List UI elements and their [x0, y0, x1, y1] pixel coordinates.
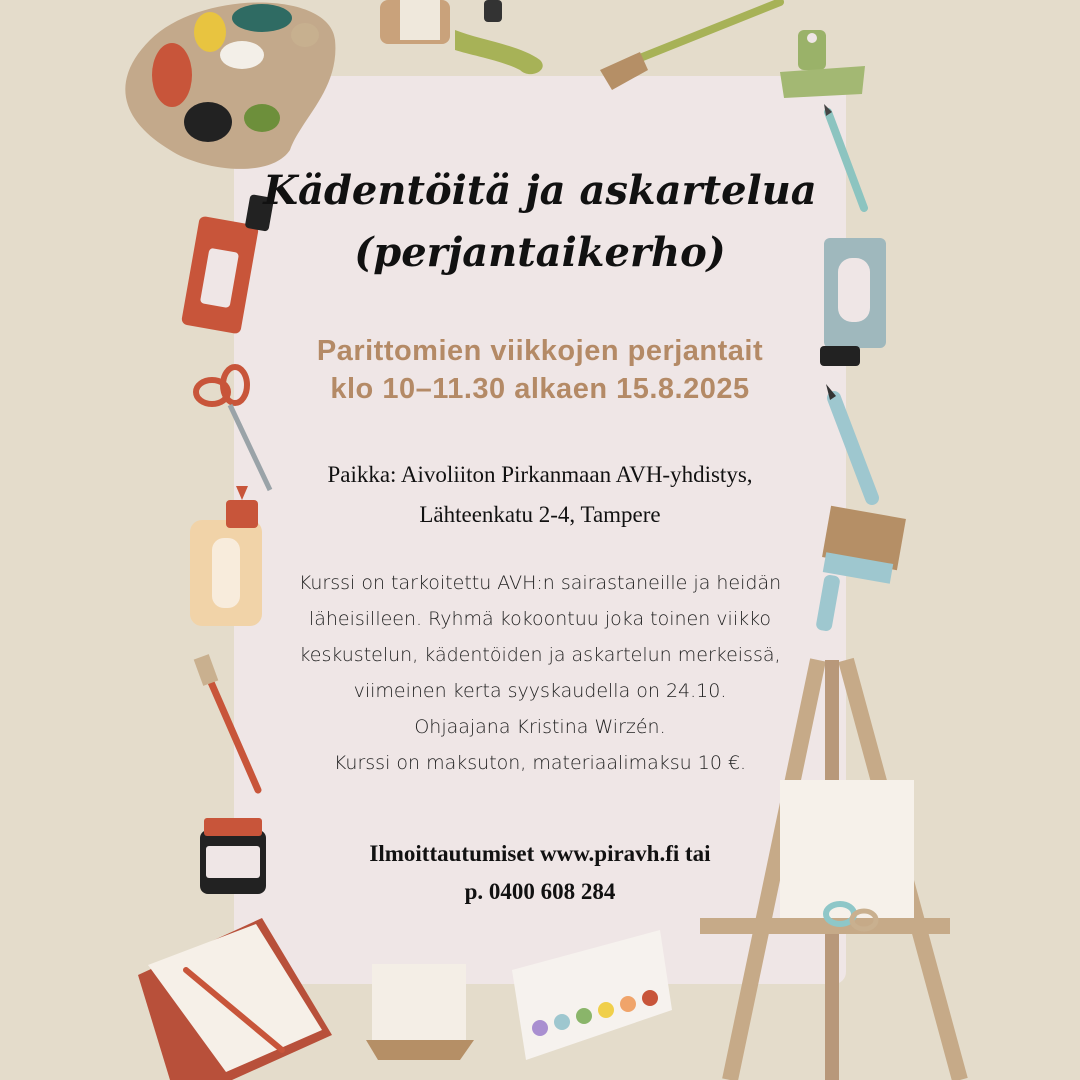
- clip-icon: [780, 30, 865, 98]
- brush-icon: [600, 2, 780, 90]
- page-title: [0, 160, 1080, 284]
- paint-palette-icon: [125, 3, 335, 169]
- description-line: keskustelun, kädentöiden ja askartelun merkeissä,: [299, 644, 781, 666]
- description-line: viimeinen kerta syyskaudella on 24.10.: [353, 680, 727, 702]
- description-line: Kurssi on tarkoitettu AVH:n sairastaneille ja heidän: [298, 572, 782, 594]
- description: [0, 565, 1080, 781]
- description-line: Ohjaajana Kristina Wirzén.: [414, 716, 666, 738]
- description-line: Kurssi on maksuton, materiaalimaksu 10 €.: [333, 752, 747, 774]
- schedule-line-2: klo 10–11.30 alkaen 15.8.2025: [330, 373, 750, 405]
- paint-tube-icon: [380, 0, 543, 74]
- schedule: [0, 332, 1080, 408]
- location-line-1: Paikka: Aivoliiton Pirkanmaan AVH-yhdistys,: [327, 462, 753, 487]
- location-line-2: Lähteenkatu 2-4, Tampere: [419, 502, 661, 527]
- watercolor-set-icon: [512, 930, 672, 1060]
- registration-line-2: p. 0400 608 284: [464, 879, 616, 904]
- canvas-stand-icon: [366, 964, 474, 1060]
- description-line: läheisilleen. Ryhmä kokoontuu joka toinen viikko: [308, 608, 772, 630]
- sketchbook-icon: [138, 918, 332, 1080]
- schedule-line-1: Parittomien viikkojen perjantait: [316, 335, 764, 367]
- title-line-2: (perjantaikerho): [354, 229, 726, 276]
- registration-line-1: Ilmoittautumiset www.piravh.fi tai: [369, 841, 711, 866]
- registration: [0, 835, 1080, 911]
- title-line-1: Kädentöitä ja askartelua: [263, 167, 817, 214]
- location: [0, 455, 1080, 535]
